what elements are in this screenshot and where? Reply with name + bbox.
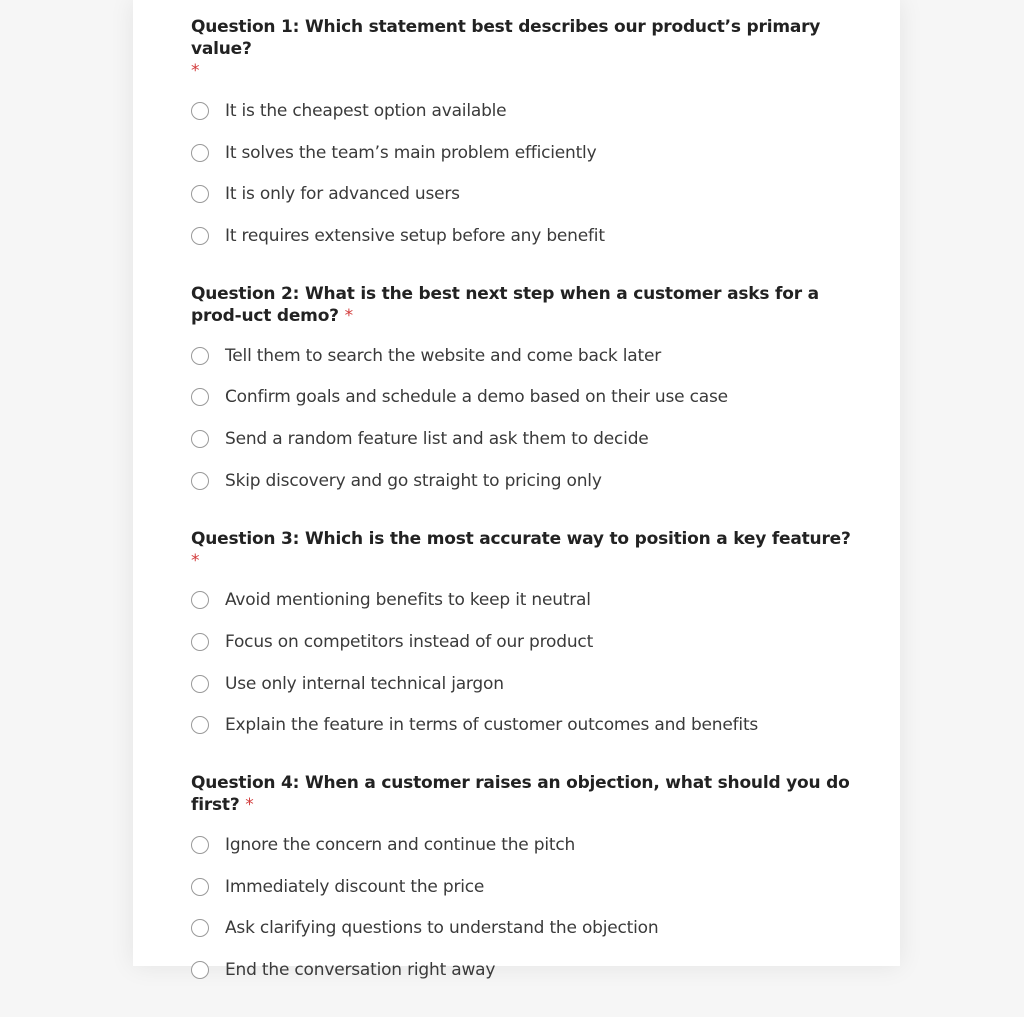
question-4 [191,772,851,991]
required-asterisk: * [245,795,254,816]
option-label: Focus on competitors instead of our product [225,632,594,653]
option[interactable] [191,824,851,866]
option[interactable] [191,621,851,663]
radio-button[interactable] [191,961,209,979]
option-label: Avoid mentioning benefits to keep it neutral [225,590,591,611]
option-label: Skip discovery and go straight to pricing only [225,470,602,491]
radio-button[interactable] [191,185,209,203]
radio-button[interactable] [191,388,209,406]
question-text: Question 3: Which is the most accurate way to position a key feature? [191,528,851,549]
radio-button[interactable] [191,102,209,120]
options-list [191,335,851,502]
option-label: Confirm goals and schedule a demo based on their use case [225,387,728,408]
question-text: Question 2: What is the best next step when a customer asks for a prod-uct demo? [191,283,819,326]
option[interactable] [191,376,851,418]
option[interactable] [191,580,851,622]
quiz-form [191,16,851,1017]
option[interactable] [191,663,851,705]
question-text: Question 1: Which statement best describes our product’s primary value? [191,17,821,59]
option-label: Explain the feature in terms of customer outcomes and benefits [225,715,759,736]
question-title [191,283,851,327]
radio-button[interactable] [191,836,209,854]
options-list [191,90,851,257]
radio-button[interactable] [191,919,209,937]
options-list [191,580,851,747]
option[interactable] [191,173,851,215]
form-page [133,0,900,981]
option-label: It requires extensive setup before any benefit [225,225,605,246]
required-asterisk: * [344,305,353,326]
option-label: It is the cheapest option available [225,100,507,121]
option[interactable] [191,90,851,132]
radio-button[interactable] [191,347,209,365]
option[interactable] [191,335,851,377]
option[interactable] [191,418,851,460]
question-1 [191,16,851,257]
radio-button[interactable] [191,716,209,734]
radio-button[interactable] [191,144,209,162]
option[interactable] [191,908,851,950]
radio-button[interactable] [191,227,209,245]
radio-button[interactable] [191,430,209,448]
required-asterisk: * [191,550,200,571]
option[interactable] [191,132,851,174]
option-label: Ignore the concern and continue the pitch [225,835,576,856]
radio-button[interactable] [191,675,209,693]
option-label: It is only for advanced users [225,184,460,205]
option-label: End the conversation right away [225,960,496,981]
option-label: Immediately discount the price [225,876,485,897]
radio-button[interactable] [191,878,209,896]
question-title [191,528,851,572]
option[interactable] [191,215,851,257]
question-3 [191,528,851,747]
option[interactable] [191,866,851,908]
option-label: Ask clarifying questions to understand the objection [225,918,659,939]
radio-button[interactable] [191,633,209,651]
required-asterisk: * [191,61,200,81]
option-label: Tell them to search the website and come back later [225,345,661,366]
option[interactable] [191,949,851,991]
option[interactable] [191,460,851,502]
option-label: It solves the team’s main problem efficiently [225,142,597,163]
question-text: Question 4: When a customer raises an objection, what should you do first? [191,773,850,816]
question-title [191,772,851,816]
option-label: Send a random feature list and ask them to decide [225,428,649,449]
question-title [191,16,851,82]
question-2 [191,283,851,502]
radio-button[interactable] [191,591,209,609]
option[interactable] [191,705,851,747]
radio-button[interactable] [191,472,209,490]
option-label: Use only internal technical jargon [225,673,504,694]
